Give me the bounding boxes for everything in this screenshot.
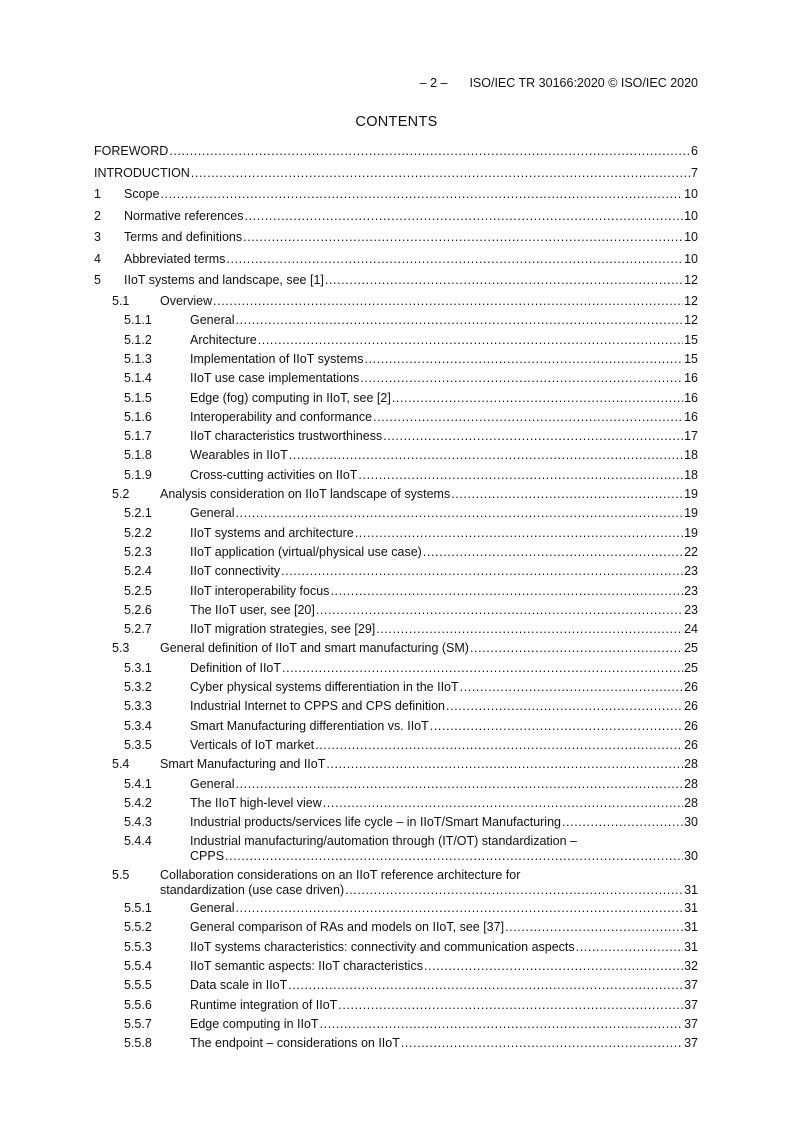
toc-entry-page: 10	[684, 208, 698, 223]
toc-entry-number: 5.3.2	[124, 680, 152, 694]
toc-entry-title: General	[190, 901, 235, 915]
leader-dots	[235, 506, 683, 521]
toc-entry-title: Smart Manufacturing and IIoT	[160, 757, 326, 772]
toc-entry-title: General	[190, 776, 235, 791]
toc-entry-page: 18	[684, 467, 698, 482]
leader-dots	[326, 757, 683, 772]
toc-entry-title: The endpoint – considerations on IIoT	[190, 1036, 400, 1051]
toc-entry-title: Architecture	[190, 332, 257, 347]
toc-entry-number: 5.1.5	[124, 390, 152, 405]
leader-dots	[562, 815, 683, 830]
toc-entry-title: IIoT systems and architecture	[190, 525, 354, 540]
toc-entry-title: General comparison of RAs and models on IIoT, see [37]	[190, 920, 505, 935]
toc-entry-page: 17	[684, 429, 698, 444]
toc-entry-number: 5.1.2	[124, 332, 152, 347]
toc-entry-number: 5.3.4	[124, 718, 152, 733]
toc-entry[interactable]	[94, 429, 698, 444]
toc-entry-number: 5.4.2	[124, 795, 152, 810]
toc-entry-title: Wearables in IIoT	[190, 448, 288, 463]
toc-entry[interactable]	[94, 959, 698, 974]
toc-entry-title: Data scale in IIoT	[190, 978, 288, 993]
toc-entry-number: 3	[94, 230, 101, 244]
toc-entry-number: 5.5.3	[124, 939, 152, 954]
toc-entry-number: 5.2.5	[124, 583, 152, 598]
leader-dots	[281, 564, 683, 579]
toc-entry-title: IIoT application (virtual/physical use case)	[190, 544, 422, 559]
toc-entry[interactable]	[94, 699, 698, 714]
toc-entry-number: 5.1.7	[124, 429, 152, 444]
toc-entry[interactable]	[94, 719, 698, 734]
leader-dots	[316, 603, 683, 618]
toc-entry-number: 5.2.2	[124, 525, 152, 540]
toc-entry-page: 23	[684, 602, 698, 617]
toc-entry[interactable]	[94, 333, 698, 348]
toc-entry[interactable]	[94, 661, 698, 676]
toc-entry-title: Verticals of IoT market	[190, 737, 315, 752]
leader-dots	[245, 209, 684, 224]
toc-entry[interactable]	[94, 998, 698, 1013]
toc-entry-title: Edge computing in IIoT	[190, 1016, 319, 1031]
toc-entry-title: General	[190, 313, 235, 328]
leader-dots	[225, 849, 683, 864]
toc-entry-page: 37	[684, 1016, 698, 1031]
leader-dots	[191, 166, 690, 181]
toc-entry-page: 28	[684, 776, 698, 791]
leader-dots	[330, 584, 683, 599]
leader-dots	[576, 940, 683, 955]
toc-entry[interactable]	[94, 273, 698, 288]
toc-entry-title-continued: CPPS	[190, 849, 225, 864]
leader-dots	[289, 448, 683, 463]
toc-entry-number: 5.2	[112, 487, 130, 501]
toc-entry-page: 12	[684, 294, 698, 308]
toc-entry-number: 5.2.3	[124, 544, 152, 559]
toc-entry-title: Overview	[160, 294, 213, 308]
leader-dots	[323, 796, 683, 811]
toc-entry[interactable]	[94, 209, 698, 224]
toc-entry-number: 5.1.1	[124, 313, 152, 328]
toc-entry-title: Cyber physical systems differentiation in the IIoT	[190, 680, 459, 694]
toc-entry-title: Normative references	[124, 208, 244, 223]
toc-entry-page: 7	[691, 165, 698, 180]
leader-dots	[345, 883, 683, 898]
toc-entry-title: IIoT interoperability focus	[190, 583, 330, 598]
toc-entry-page: 15	[684, 351, 698, 366]
toc-entry-number: 2	[94, 208, 101, 223]
toc-entry-page: 16	[684, 390, 698, 405]
toc-entry-number: 4	[94, 251, 101, 266]
toc-entry[interactable]	[94, 868, 698, 898]
toc-entry[interactable]	[94, 526, 698, 541]
toc-entry-number: 5.2.4	[124, 564, 152, 579]
toc-entry-title: IIoT systems characteristics: connectivity and communication aspects	[190, 939, 575, 954]
leader-dots	[160, 187, 683, 202]
toc-entry-title: Industrial Internet to CPPS and CPS definition	[190, 699, 446, 714]
toc-entry-title: Smart Manufacturing differentiation vs. IIoT	[190, 718, 429, 733]
toc-entry-number: 5.4.1	[124, 776, 152, 791]
toc-entry-title: IIoT semantic aspects: IIoT characteristics	[190, 958, 423, 973]
toc-entry[interactable]	[94, 187, 698, 202]
leader-dots	[235, 901, 683, 916]
toc-entry[interactable]	[94, 757, 698, 772]
toc-entry[interactable]	[94, 294, 698, 309]
toc-entry-title-continued: standardization (use case driven)	[160, 882, 345, 897]
leader-dots	[226, 252, 683, 267]
toc-entry-page: 10	[684, 230, 698, 244]
toc-entry[interactable]	[94, 777, 698, 792]
toc-entry-title: FOREWORD	[94, 144, 169, 158]
toc-entry-page: 37	[684, 997, 698, 1012]
toc-entry[interactable]	[94, 680, 698, 695]
toc-entry-title: Implementation of IIoT systems	[190, 351, 364, 366]
toc-entry-title: General definition of IIoT and smart manufacturing (SM)	[160, 641, 469, 656]
toc-entry-title: IIoT use case implementations	[190, 371, 360, 386]
leader-dots	[358, 468, 683, 483]
toc-entry-page: 19	[684, 506, 698, 521]
toc-entry-page: 26	[684, 718, 698, 733]
toc-entry-title: Scope	[124, 187, 160, 201]
toc-entry[interactable]	[94, 622, 698, 637]
leader-dots	[235, 313, 683, 328]
toc-entry-page: 16	[684, 371, 698, 386]
toc-entry-page: 12	[684, 273, 698, 287]
toc-entry-page: 19	[684, 525, 698, 540]
leader-dots	[315, 738, 683, 753]
toc-entry-page: 31	[684, 920, 698, 935]
toc-entry-number: 5.4.4	[124, 834, 152, 849]
toc-entry[interactable]	[94, 506, 698, 521]
page-header	[420, 76, 698, 90]
toc-entry-page: 19	[684, 487, 698, 501]
toc-entry-number: 5.5.2	[124, 920, 152, 935]
toc-entry-page: 18	[684, 448, 698, 463]
toc-entry-number: 1	[94, 187, 101, 201]
toc-entry-number: 5.1.9	[124, 467, 152, 482]
toc-entry-number: 5.4.3	[124, 815, 152, 830]
page-number: – 2 –	[419, 76, 448, 90]
page-title: CONTENTS	[355, 114, 438, 130]
toc-entry-page: 24	[684, 622, 698, 637]
toc-entry[interactable]	[94, 144, 698, 159]
toc-entry-number: 5.3.1	[124, 660, 152, 675]
toc-entry[interactable]	[94, 166, 698, 181]
toc-entry-title: The IIoT high-level view	[190, 795, 322, 810]
toc-entry-page: 6	[691, 144, 698, 158]
toc-entry-number: 5	[94, 273, 101, 287]
toc-entry-page: 10	[684, 251, 698, 266]
leader-dots	[401, 1036, 683, 1051]
toc-entry-number: 5.5.8	[124, 1036, 152, 1051]
toc-entry-page: 28	[684, 757, 698, 772]
leader-dots	[213, 294, 683, 309]
toc-entry-page: 31	[684, 882, 698, 897]
toc-entry-number: 5.4	[112, 757, 130, 772]
toc-entry[interactable]	[94, 920, 698, 935]
toc-entry[interactable]	[94, 1017, 698, 1032]
leader-dots	[383, 429, 683, 444]
toc-entry-number: 5.2.6	[124, 602, 152, 617]
toc-entry-title: Definition of IIoT	[190, 660, 282, 675]
leader-dots	[505, 920, 683, 935]
leader-dots	[376, 622, 683, 637]
toc-entry-title: The IIoT user, see [20]	[190, 602, 315, 617]
toc-entry-number: 5.2.7	[124, 622, 152, 637]
toc-entry-page: 25	[684, 641, 698, 656]
toc-entry-title: Industrial products/services life cycle – in IIoT/Smart Manufacturing	[190, 815, 561, 830]
leader-dots	[355, 526, 683, 541]
toc-entry-title: IIoT migration strategies, see [29]	[190, 622, 376, 637]
toc-entry-number: 5.5.1	[124, 901, 152, 915]
leader-dots	[460, 680, 683, 695]
leader-dots	[392, 391, 683, 406]
toc-entry-title: Cross-cutting activities on IIoT	[190, 467, 358, 482]
toc-entry-page: 16	[684, 409, 698, 424]
leader-dots	[364, 352, 683, 367]
leader-dots	[282, 661, 683, 676]
toc-entry-number: 5.1.6	[124, 409, 152, 424]
toc-entry-page: 26	[684, 699, 698, 714]
leader-dots	[325, 273, 683, 288]
leader-dots	[320, 1017, 684, 1032]
toc-entry[interactable]	[94, 410, 698, 425]
leader-dots	[470, 641, 683, 656]
toc-entry[interactable]	[94, 487, 698, 502]
leader-dots	[235, 777, 683, 792]
leader-dots	[423, 545, 683, 560]
toc-entry-title: IIoT connectivity	[190, 564, 281, 579]
toc-entry-number: 5.5	[112, 867, 130, 882]
toc-entry[interactable]	[94, 252, 698, 267]
leader-dots	[360, 371, 683, 386]
toc-entry[interactable]	[94, 815, 698, 830]
toc-entry-page: 22	[684, 544, 698, 559]
toc-entry[interactable]	[94, 901, 698, 916]
leader-dots	[451, 487, 683, 502]
toc-entry-page: 30	[684, 849, 698, 864]
toc-entry-page: 23	[684, 583, 698, 598]
toc-entry[interactable]	[94, 834, 698, 864]
toc-entry-title: Runtime integration of IIoT	[190, 997, 338, 1012]
leader-dots	[169, 144, 690, 159]
toc-entry[interactable]	[94, 940, 698, 955]
toc-entry-number: 5.1.8	[124, 448, 152, 463]
toc-entry[interactable]	[94, 230, 698, 245]
toc-entry[interactable]	[94, 448, 698, 463]
toc-entry-page: 15	[684, 332, 698, 347]
toc-entry-title: Analysis consideration on IIoT landscape of systems	[160, 487, 451, 501]
toc-entry-number: 5.1.3	[124, 351, 152, 366]
toc-entry[interactable]	[94, 796, 698, 811]
toc-entry-page: 37	[684, 1036, 698, 1051]
toc-entry[interactable]	[94, 978, 698, 993]
toc-entry-title: INTRODUCTION	[94, 165, 190, 180]
leader-dots	[338, 998, 683, 1013]
toc-entry[interactable]	[94, 564, 698, 579]
toc-entry-number: 5.5.6	[124, 997, 152, 1012]
toc-entry-page: 25	[684, 660, 698, 675]
toc-entry-page: 12	[684, 313, 698, 328]
toc-entry-title: Edge (fog) computing in IIoT, see [2]	[190, 390, 391, 405]
toc-entry-title: IIoT systems and landscape, see [1]	[124, 273, 324, 287]
toc-entry[interactable]	[94, 371, 698, 386]
toc-entry[interactable]	[94, 545, 698, 560]
toc-entry[interactable]	[94, 603, 698, 618]
toc-entry-page: 28	[684, 795, 698, 810]
document-reference: ISO/IEC TR 30166:2020 © ISO/IEC 2020	[469, 76, 698, 90]
toc-entry-page: 26	[684, 737, 698, 752]
toc-entry[interactable]	[94, 391, 698, 406]
toc-entry-number: 5.1	[112, 294, 130, 308]
toc-entry-page: 23	[684, 564, 698, 579]
toc-entry-title: Interoperability and conformance	[190, 409, 373, 424]
toc-entry-number: 5.1.4	[124, 371, 152, 386]
toc-entry-number: 5.3	[112, 641, 130, 656]
toc-entry[interactable]	[94, 352, 698, 367]
toc-entry-page: 31	[684, 939, 698, 954]
toc-entry[interactable]	[94, 1036, 698, 1051]
toc-entry[interactable]	[94, 584, 698, 599]
toc-entry-number: 5.3.3	[124, 699, 152, 714]
toc-entry-page: 32	[684, 958, 698, 973]
toc-entry-number: 5.5.5	[124, 978, 152, 993]
toc-entry[interactable]	[94, 738, 698, 753]
toc-entry-page: 30	[684, 815, 698, 830]
toc-entry[interactable]	[94, 468, 698, 483]
toc-entry-title: Abbreviated terms	[124, 251, 226, 266]
toc-entry-page: 31	[684, 901, 698, 915]
toc-entry-title: Collaboration considerations on an IIoT reference architecture for	[160, 867, 521, 882]
leader-dots	[424, 959, 683, 974]
toc-entry[interactable]	[94, 313, 698, 328]
toc-entry-page: 26	[684, 680, 698, 694]
toc-entry-number: 5.2.1	[124, 506, 152, 521]
leader-dots	[243, 230, 683, 245]
toc-entry[interactable]	[94, 641, 698, 656]
toc-entry-number: 5.5.7	[124, 1016, 152, 1031]
toc-entry-title: General	[190, 506, 235, 521]
leader-dots	[258, 333, 683, 348]
toc-entry-title: Terms and definitions	[124, 230, 243, 244]
toc-entry-number: 5.3.5	[124, 737, 152, 752]
toc-entry-title: Industrial manufacturing/automation through (IT/OT) standardization –	[190, 834, 578, 849]
leader-dots	[373, 410, 683, 425]
leader-dots	[446, 699, 683, 714]
toc-entry-number: 5.5.4	[124, 958, 152, 973]
toc-entry-page: 37	[684, 978, 698, 993]
leader-dots	[430, 719, 683, 734]
toc-entry-page: 10	[684, 187, 698, 201]
toc-entry-title: IIoT characteristics trustworthiness	[190, 429, 383, 444]
leader-dots	[288, 978, 683, 993]
